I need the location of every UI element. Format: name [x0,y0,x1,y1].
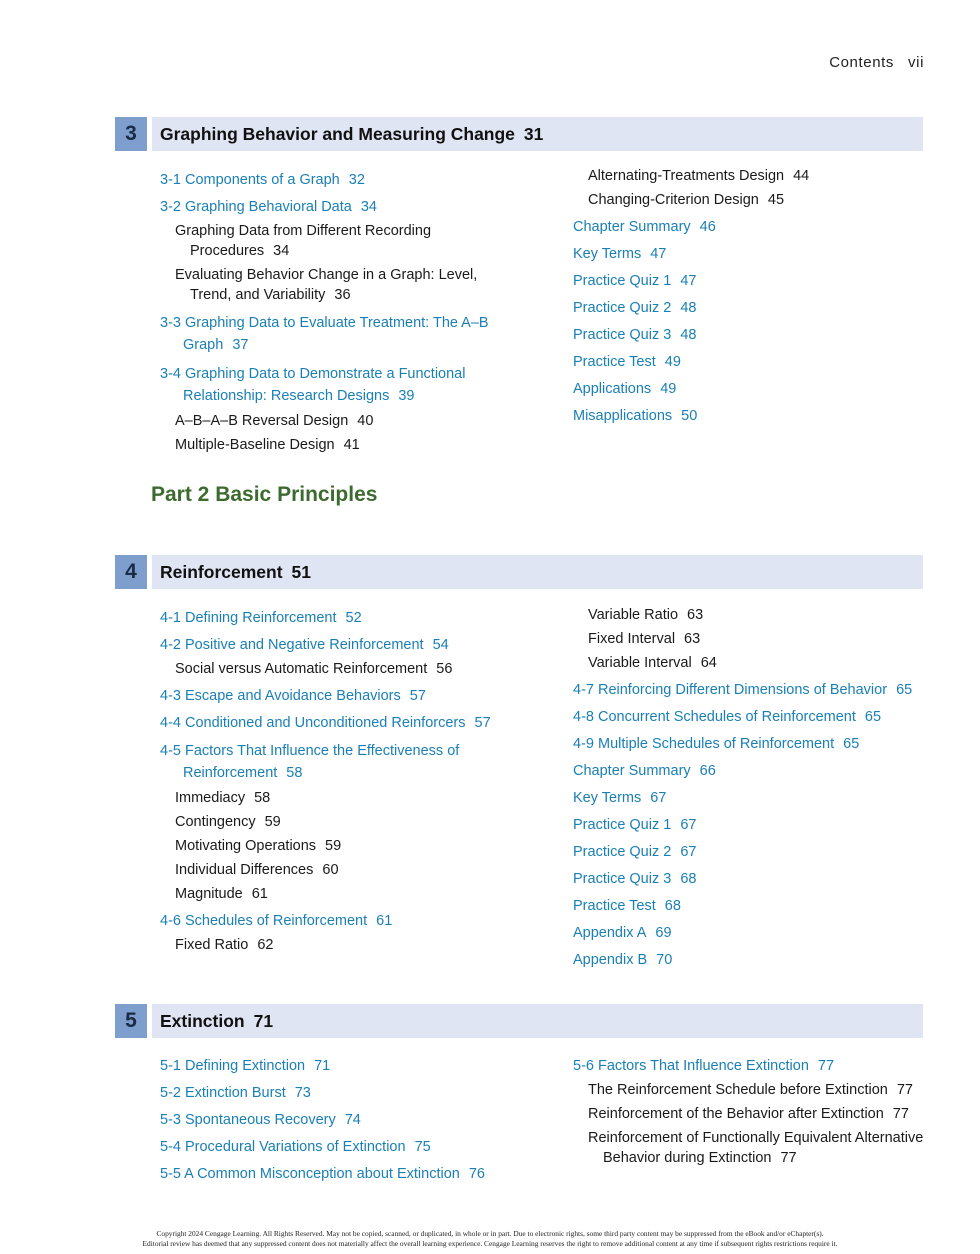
toc-section-entry[interactable]: 3-4 Graphing Data to Demonstrate a Functional Relationship: Research Designs 39 [160,366,466,404]
chapter-title [152,1004,923,1038]
toc-section-entry[interactable]: Practice Quiz 3 68 [573,871,697,887]
toc-section-entry[interactable]: 4-6 Schedules of Reinforcement 61 [160,913,393,929]
toc-section-entry[interactable]: Chapter Summary 46 [573,219,716,235]
toc-subsection-entry: Motivating Operations 59 [175,838,342,854]
toc-section-entry[interactable]: Practice Test 49 [573,354,681,370]
toc-subsection-entry: Changing-Criterion Design 45 [588,192,785,208]
toc-section-entry[interactable]: Chapter Summary 66 [573,763,716,779]
toc-section-entry[interactable]: 5-5 A Common Misconception about Extinction 76 [160,1166,485,1182]
chapter-title [152,555,923,589]
toc-section-entry[interactable]: Key Terms 67 [573,790,667,806]
chapter-title-text: Extinction [160,1010,245,1031]
toc-section-entry[interactable]: 4-9 Multiple Schedules of Reinforcement 65 [573,736,860,752]
copyright-line-1: Copyright 2024 Cengage Learning. All Rights Reserved. May not be copied, scanned, or duplicated, in whole or in part. Due to electronic rights, some third party content may be suppressed from the eBook and/or eChapter(s). [156,1229,824,1238]
chapter-3-right-column [573,166,953,426]
toc-subsection-entry: Multiple-Baseline Design 41 [175,437,360,453]
chapter-5-right-column [573,1056,953,1168]
toc-subsection-entry: The Reinforcement Schedule before Extinction 77 [588,1082,913,1098]
chapter-3-left-column [160,170,540,455]
chapter-4-right-column [573,605,953,970]
chapter-number: 5 [115,1004,147,1038]
toc-section-entry[interactable]: 3-1 Components of a Graph 32 [160,172,365,188]
running-head [829,54,924,71]
toc-subsection-entry: Contingency 59 [175,814,281,830]
toc-subsection-entry: A–B–A–B Reversal Design 40 [175,413,374,429]
toc-section-entry[interactable]: Practice Quiz 1 47 [573,273,697,289]
toc-section-entry[interactable]: 5-2 Extinction Burst 73 [160,1085,311,1101]
toc-section-entry[interactable]: 4-4 Conditioned and Unconditioned Reinforcers 57 [160,715,491,731]
toc-section-entry[interactable]: 4-3 Escape and Avoidance Behaviors 57 [160,688,426,704]
toc-section-entry[interactable]: 4-1 Defining Reinforcement 52 [160,610,362,626]
chapter-title-text: Reinforcement [160,561,283,582]
toc-section-entry[interactable]: 4-2 Positive and Negative Reinforcement 54 [160,637,449,653]
toc-section-entry[interactable]: 3-2 Graphing Behavioral Data 34 [160,199,377,215]
toc-section-entry[interactable]: Appendix A 69 [573,925,672,941]
toc-section-entry[interactable]: 4-7 Reinforcing Different Dimensions of Behavior 65 [573,682,913,698]
chapter-page: 71 [253,1010,274,1031]
chapter-page: 31 [523,123,544,144]
chapter-3-header[interactable] [115,117,923,151]
toc-subsection-entry: Fixed Ratio 62 [175,937,274,953]
chapter-number: 4 [115,555,147,589]
toc-subsection-entry: Graphing Data from Different Recording Procedures 34 [175,223,432,259]
chapter-title-text: Graphing Behavior and Measuring Change [160,123,515,144]
toc-section-entry[interactable]: 3-3 Graphing Data to Evaluate Treatment: The A–B Graph 37 [160,315,489,353]
toc-section-entry[interactable]: Practice Quiz 2 67 [573,844,697,860]
toc-section-entry[interactable]: 4-8 Concurrent Schedules of Reinforcement 65 [573,709,882,725]
toc-subsection-entry: Reinforcement of the Behavior after Extinction 77 [588,1106,909,1122]
toc-section-entry[interactable]: Practice Test 68 [573,898,681,914]
toc-subsection-entry: Immediacy 58 [175,790,271,806]
toc-subsection-entry: Social versus Automatic Reinforcement 56 [175,661,453,677]
toc-section-entry[interactable]: Practice Quiz 1 67 [573,817,697,833]
toc-section-entry[interactable]: Practice Quiz 2 48 [573,300,697,316]
toc-subsection-entry: Alternating-Treatments Design 44 [588,168,810,184]
toc-subsection-entry: Evaluating Behavior Change in a Graph: Level, Trend, and Variability 36 [175,267,478,303]
toc-section-entry[interactable]: Key Terms 47 [573,246,667,262]
chapter-5-header[interactable] [115,1004,923,1038]
toc-section-entry[interactable]: Practice Quiz 3 48 [573,327,697,343]
toc-subsection-entry: Variable Ratio 63 [588,607,704,623]
toc-subsection-entry: Variable Interval 64 [588,655,717,671]
toc-section-entry[interactable]: Misapplications 50 [573,408,698,424]
toc-section-entry[interactable]: Applications 49 [573,381,677,397]
toc-section-entry[interactable]: 5-4 Procedural Variations of Extinction 75 [160,1139,431,1155]
chapter-page: 51 [291,561,311,582]
running-head-label: Contents [829,54,895,71]
chapter-5-left-column [160,1056,540,1184]
copyright-footer [0,1229,980,1249]
toc-section-entry[interactable]: 5-6 Factors That Influence Extinction 77 [573,1058,835,1074]
chapter-4-header[interactable] [115,555,923,589]
toc-section-entry[interactable]: 5-1 Defining Extinction 71 [160,1058,331,1074]
toc-subsection-entry: Individual Differences 60 [175,862,339,878]
toc-subsection-entry: Fixed Interval 63 [588,631,701,647]
toc-section-entry[interactable]: 5-3 Spontaneous Recovery 74 [160,1112,361,1128]
chapter-number: 3 [115,117,147,151]
chapter-4-left-column [160,608,540,955]
copyright-line-2: Editorial review has deemed that any suppressed content does not materially affect the overall learning experience. Cengage Learning reserves the right to remove additional content at any time if subsequent rights restrictions require it. [142,1239,838,1248]
toc-section-entry[interactable]: 4-5 Factors That Influence the Effectiveness of Reinforcement 58 [160,743,460,781]
part-title: Part 2 Basic Principles [151,483,378,506]
toc-section-entry[interactable]: Appendix B 70 [573,952,673,968]
running-head-page: vii [908,54,924,71]
toc-subsection-entry: Magnitude 61 [175,886,268,902]
chapter-title [152,117,923,151]
toc-subsection-entry: Reinforcement of Functionally Equivalent Alternative Behavior during Extinction 77 [588,1130,924,1166]
